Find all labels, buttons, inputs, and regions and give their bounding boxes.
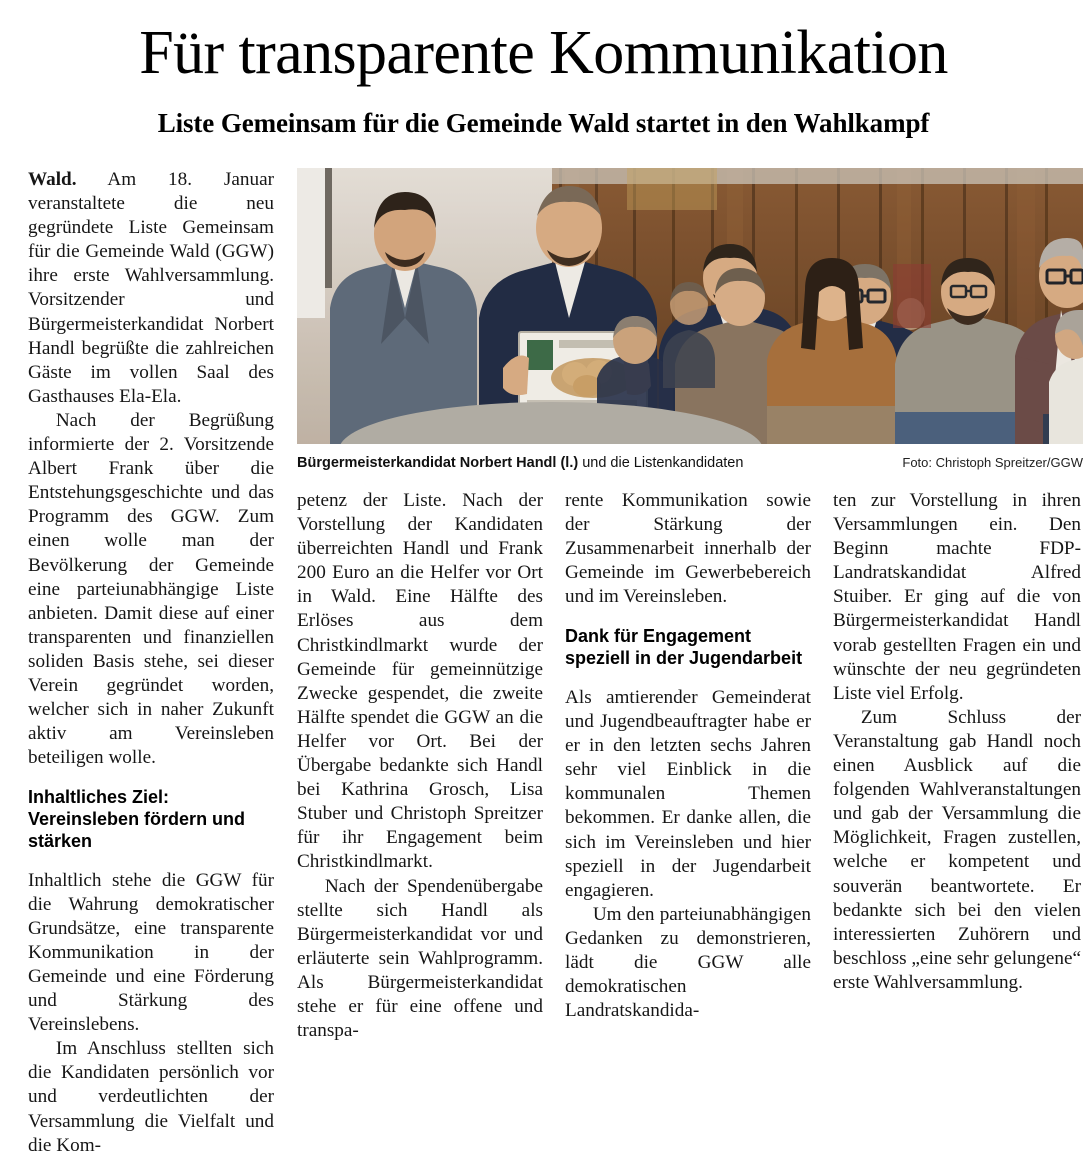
photo-credit: Foto: Christoph Spreitzer/GGW [902,455,1083,470]
section-subheading-vereinsleben: Inhaltliches Ziel: Vereinsleben fördern und stärken [28,787,246,851]
paragraph-text: rente Kommunikation sowie der Stärkung der Zusammenarbeit innerhalb der Gemeinde im Gewerbebereich und im Vereinsleben. [565,490,811,608]
photo-caption-text: und die Listenkandidaten [582,455,744,471]
paragraph-text: Im Anschluss stellten sich die Kandidaten persönlich vor und verdeutlichten der Versammlung die Vielfalt und die Kom- [28,1038,274,1156]
photo-caption [297,455,1083,472]
paragraph-text: Nach der Begrüßung informierte der 2. Vorsitzende Albert Frank über die Entstehungsgeschichte und das Programm des GGW. Zum einen wolle man der Bevölkerung der Gemeinde eine parteiunabhängige Liste anbieten. Damit diese auf einer transparenten und finanziellen soliden Basis stehe, sei dieser Verein gegründet worden, welcher sich in naher Zukunft aktiv am Vereinsleben beteiligen wolle. [28,409,274,769]
paragraph-dateline [28,168,274,409]
article-column-3 [565,489,811,1023]
photo-illustration [297,168,1083,444]
paragraph-text: petenz der Liste. Nach der Vorstellung der Kandidaten überreichten Handl und Frank 200 Euro an die Helfer vor Ort in Wald. Eine Hälfte des Erlöses aus dem Christkindlmarkt wurde der Gemeinde für gemeinnützige Zwecke gespendet, die zweite Hälfte spendet die GGW an die Helfer vor Ort. Bei der Übergabe bedankte sich Handl bei Kathrina Grosch, Lisa Stuber und Christoph Spreitzer für ihr Engagement beim Christkindlmarkt. [297,490,543,873]
dateline-place: Wald. [28,169,77,190]
paragraph-text: Am 18. Januar veranstaltete die neu gegründete Liste Gemeinsam für die Gemeinde Wald (GGW) ihre erste Wahlversammlung. Vorsitzender und Bürgermeisterkandidat Norbert Handl begrüßte die zahlreichen Gäste im vollen Saal des Gasthauses Ela-Ela. [28,169,274,407]
article-photo [297,168,1083,444]
article-headline: Für transparente Kommunikation [139,19,948,87]
paragraph-text: Inhaltlich stehe die GGW für die Wahrung demokratischer Grundsätze, eine transparente Kommunikation in der Gemeinde und eine Förderung und Stärkung des Vereinslebens. [28,869,274,1036]
photo-caption-subject: Bürgermeisterkandidat Norbert Handl (l.) [297,455,579,471]
paragraph-text: ten zur Vorstellung in ihren Versammlungen ein. Den Beginn machte FDP-Landratskandidat Alfred Stuiber. Er ging auf die von Bürgermeisterkandidat Handl vorab gestellten Fragen ein und wünschte der neu gegründeten Liste viel Erfolg. [833,490,1081,704]
article-column-1 [28,168,274,1158]
paragraph-text: Um den parteiunabhängigen Gedanken zu demonstrieren, lädt die GGW alle demokratischen Landratskandida- [565,903,811,1022]
article-column-4 [833,489,1081,995]
article-column-2 [297,489,543,1043]
paragraph-text: Nach der Spendenübergabe stellte sich Handl als Bürgermeisterkandidat vor und erläuterte sein Wahlprogramm. Als Bürgermeisterkandidat stehe er für eine offene und transpa- [297,875,543,1042]
paragraph-text: Als amtierender Gemeinderat und Jugendbeauftragter habe er er in den letzten sechs Jahren sehr viel Einblick in die kommunalen Themen bekommen. Er danke allen, die sich im Vereinsleben und hier speziell in der Jugendarbeit engagieren. [565,687,811,901]
section-subheading-jugendarbeit: Dank für Engagement speziell in der Jugendarbeit [565,626,803,669]
paragraph-text: Zum Schluss der Veranstaltung gab Handl noch einen Ausblick auf die folgenden Wahlveranstaltungen und gab der Versammlung die Möglichkeit, Fragen zustellen, welche er kompetent und souverän beantwortete. Er bedankte sich bei den vielen interessierten Zuhörern und beschloss „eine sehr gelungene“ erste Wahlversammlung. [833,706,1081,993]
article-subheadline: Liste Gemeinsam für die Gemeinde Wald startet in den Wahlkampf [157,108,930,138]
